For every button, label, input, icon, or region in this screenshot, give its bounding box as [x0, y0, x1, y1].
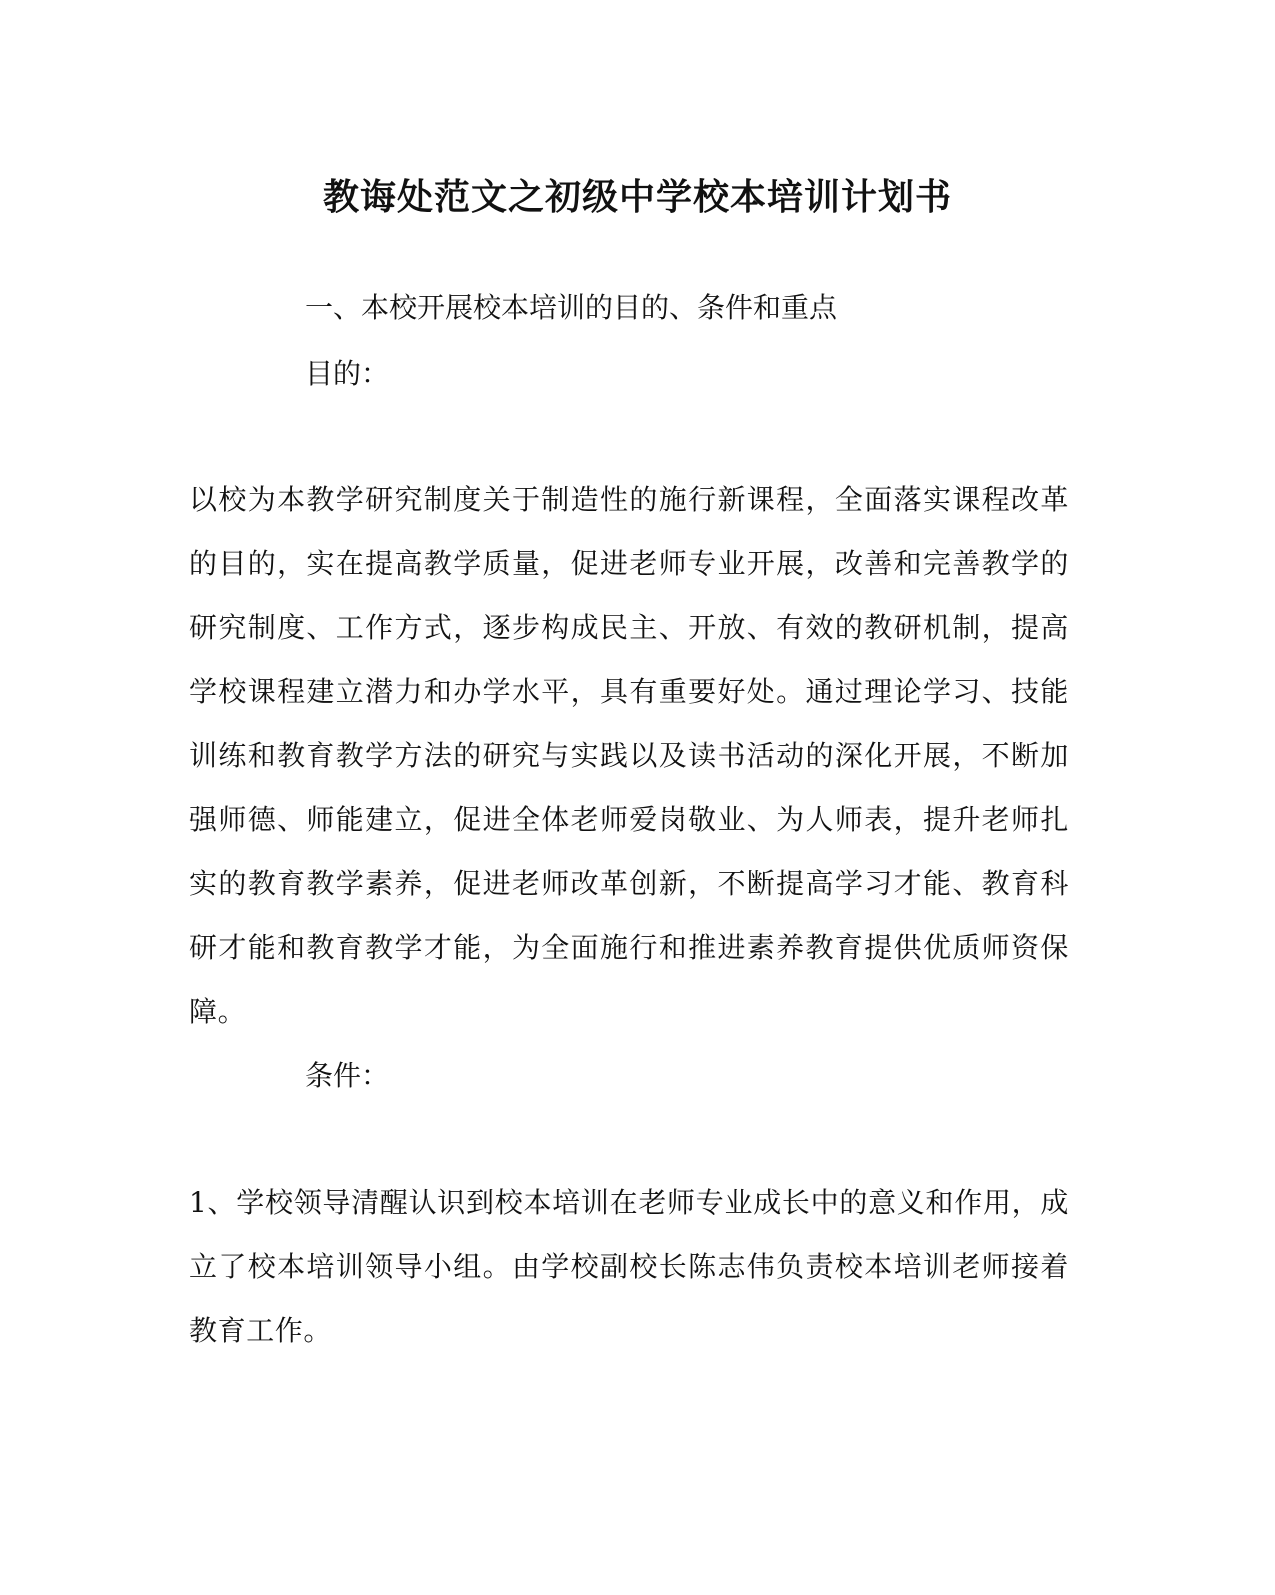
section-heading: 一、本校开展校本培训的目的、条件和重点 [305, 291, 838, 324]
conditions-label: 条件： [305, 1059, 390, 1092]
purpose-label: 目的： [305, 357, 390, 390]
document-title: 教诲处范文之初级中学校本培训计划书 [322, 176, 952, 218]
purpose-paragraph: 以校为本教学研究制度关于制造性的施行新课程，全面落实课程改革的目的，实在提高教学质量，促进老师专业开展，改善和完善教学的研究制度、工作方式，逐步构成民主、开放、有效的教研机制，提高学校课程建立潜力和办学水平，具有重要好处。通过理论学习、技能训练和教育教学方法的研究与实践以及读书活动的深化开展，不断加强师德、师能建立，促进全体老师爱岗敬业、为人师表，提升老师扎实的教育教学素养，促进老师改革创新，不断提高学习才能、教育科研才能和教育教学才能，为全面施行和推进素养教育提供优质师资保障。 [189, 483, 1069, 1028]
condition-item-1: 1、学校领导清醒认识到校本培训在老师专业成长中的意义和作用，成立了校本培训领导小组。由学校副校长陈志伟负责校本培训老师接着教育工作。 [189, 1186, 1069, 1347]
